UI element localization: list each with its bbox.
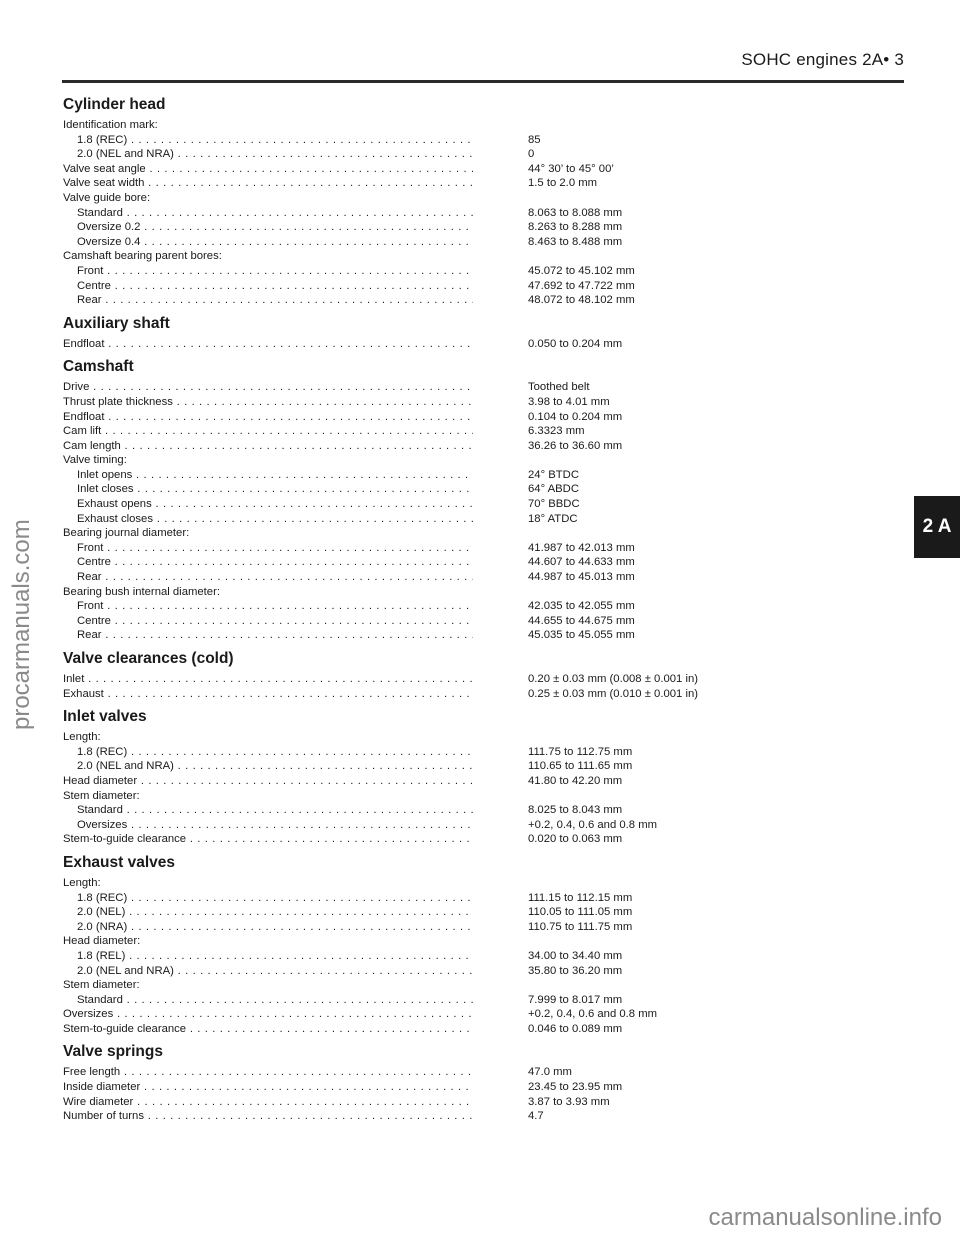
section-title: Valve springs xyxy=(63,1043,163,1061)
spec-label-text: Front xyxy=(77,600,104,613)
spec-label xyxy=(77,133,473,148)
spec-value: 0.050 to 0.204 mm xyxy=(528,337,623,350)
spec-row xyxy=(63,818,763,833)
spec-label xyxy=(77,279,473,294)
spec-label-text: Bearing journal diameter: xyxy=(63,527,190,540)
spec-label-text: Bearing bush internal diameter: xyxy=(63,585,220,598)
spec-label-text: Exhaust closes xyxy=(77,512,153,525)
spec-value: 111.15 to 112.15 mm xyxy=(528,891,633,904)
spec-value: 3.87 to 3.93 mm xyxy=(528,1095,610,1108)
spec-value: 64° ABDC xyxy=(528,483,579,496)
spec-label-text: Rear xyxy=(77,571,102,584)
spec-label xyxy=(63,1109,473,1124)
spec-section xyxy=(63,852,763,1037)
spec-label xyxy=(63,672,473,687)
spec-value: 7.999 to 8.017 mm xyxy=(528,993,623,1006)
spec-label-text: Oversize 0.4 xyxy=(77,235,141,248)
page-header-title: SOHC engines 2A• 3 xyxy=(741,50,904,69)
spec-row xyxy=(63,541,763,556)
spec-value: 70° BBDC xyxy=(528,498,580,511)
section-title: Inlet valves xyxy=(63,708,147,726)
spec-row xyxy=(63,774,763,789)
spec-section xyxy=(63,356,763,643)
spec-row xyxy=(63,920,763,935)
spec-row xyxy=(63,803,763,818)
spec-row xyxy=(63,570,763,585)
spec-row xyxy=(63,1022,763,1037)
spec-row xyxy=(63,380,763,395)
spec-label xyxy=(77,220,473,235)
spec-label xyxy=(63,410,473,425)
spec-section xyxy=(63,313,763,352)
chapter-tab: 2 A xyxy=(914,496,960,558)
spec-row xyxy=(63,410,763,425)
spec-label xyxy=(63,118,473,133)
spec-label-text: Exhaust opens xyxy=(77,498,152,511)
side-watermark: procarmanuals.com xyxy=(8,519,35,730)
spec-label-text: 1.8 (REC) xyxy=(77,891,128,904)
spec-value: 0.046 to 0.089 mm xyxy=(528,1022,623,1035)
spec-row xyxy=(63,745,763,760)
spec-row xyxy=(63,555,763,570)
spec-label xyxy=(63,453,473,468)
header-divider xyxy=(62,80,904,83)
spec-label xyxy=(77,614,473,629)
spec-label xyxy=(77,920,473,935)
spec-label xyxy=(77,993,473,1008)
spec-label xyxy=(63,585,473,600)
spec-label xyxy=(63,395,473,410)
spec-label-text: Stem diameter: xyxy=(63,979,140,992)
spec-value: 8.063 to 8.088 mm xyxy=(528,206,623,219)
spec-value: +0.2, 0.4, 0.6 and 0.8 mm xyxy=(528,818,658,831)
spec-value: 6.3323 mm xyxy=(528,425,585,438)
spec-label-text: Identification mark: xyxy=(63,119,158,131)
spec-row xyxy=(63,424,763,439)
spec-label xyxy=(63,1065,473,1080)
spec-value: 1.5 to 2.0 mm xyxy=(528,177,598,190)
spec-label-text: Valve seat angle xyxy=(63,162,146,175)
spec-value: 85 xyxy=(528,133,541,146)
spec-row xyxy=(63,439,763,454)
spec-label-text: 2.0 (NEL and NRA) xyxy=(77,148,174,161)
spec-label xyxy=(77,147,473,162)
spec-value: 8.263 to 8.288 mm xyxy=(528,221,623,234)
spec-label-text: Inside diameter xyxy=(63,1081,141,1094)
spec-label-text: 2.0 (NEL and NRA) xyxy=(77,760,174,773)
section-title: Auxiliary shaft xyxy=(63,314,170,332)
spec-label xyxy=(77,264,473,279)
spec-label-text: Oversizes xyxy=(77,818,128,831)
spec-value: 41.987 to 42.013 mm xyxy=(528,541,635,554)
spec-label-text: Valve timing: xyxy=(63,454,127,467)
spec-row xyxy=(63,1065,763,1080)
spec-value: 42.035 to 42.055 mm xyxy=(528,600,635,613)
spec-label xyxy=(77,555,473,570)
spec-row xyxy=(63,1007,763,1022)
spec-subheading xyxy=(63,978,763,993)
spec-label xyxy=(63,1080,473,1095)
spec-label-text: Standard xyxy=(77,804,123,817)
spec-label xyxy=(63,337,473,352)
spec-label-text: Length: xyxy=(63,876,101,889)
spec-value: 23.45 to 23.95 mm xyxy=(528,1081,623,1094)
spec-value: 110.65 to 111.65 mm xyxy=(528,760,633,773)
spec-label xyxy=(63,439,473,454)
spec-label xyxy=(63,730,473,745)
spec-row xyxy=(63,337,763,352)
spec-label-text: Oversize 0.2 xyxy=(77,221,141,234)
spec-value: 34.00 to 34.40 mm xyxy=(528,949,623,962)
spec-section xyxy=(63,94,763,308)
spec-label-text: Thrust plate thickness xyxy=(63,395,173,408)
spec-row xyxy=(63,628,763,643)
spec-label-text: Head diameter xyxy=(63,774,138,787)
bottom-watermark: carmanualsonline.info xyxy=(708,1204,942,1231)
spec-label xyxy=(63,1007,473,1022)
spec-row xyxy=(63,147,763,162)
spec-value: 0.25 ± 0.03 mm (0.010 ± 0.001 in) xyxy=(528,687,699,700)
spec-value: 45.072 to 45.102 mm xyxy=(528,264,635,277)
spec-label-text: Centre xyxy=(77,279,111,292)
spec-row xyxy=(63,1109,763,1124)
spec-label xyxy=(77,541,473,556)
spec-label-text: 1.8 (REC) xyxy=(77,745,128,758)
spec-value: 111.75 to 112.75 mm xyxy=(528,745,633,758)
spec-row xyxy=(63,162,763,177)
spec-label xyxy=(77,293,473,308)
spec-label-text: Oversizes xyxy=(63,1008,114,1021)
spec-value: 41.80 to 42.20 mm xyxy=(528,774,623,787)
spec-label-text: Rear xyxy=(77,629,102,642)
spec-row xyxy=(63,672,763,687)
spec-row xyxy=(63,264,763,279)
spec-label-text: Centre xyxy=(77,614,111,627)
spec-subheading xyxy=(63,191,763,206)
spec-label xyxy=(77,905,473,920)
spec-row xyxy=(63,687,763,702)
spec-label xyxy=(63,1022,473,1037)
spec-row xyxy=(63,512,763,527)
spec-label xyxy=(63,380,473,395)
spec-label xyxy=(63,789,473,804)
spec-value: 110.75 to 111.75 mm xyxy=(528,920,633,933)
spec-label xyxy=(63,249,473,264)
spec-label xyxy=(63,1095,473,1110)
spec-label xyxy=(77,964,473,979)
spec-row xyxy=(63,293,763,308)
spec-row xyxy=(63,133,763,148)
spec-label-text: Exhaust xyxy=(63,687,104,700)
spec-label xyxy=(77,759,473,774)
spec-value: 8.463 to 8.488 mm xyxy=(528,235,623,248)
spec-label xyxy=(77,628,473,643)
spec-label-text: Stem diameter: xyxy=(63,789,140,802)
section-title: Exhaust valves xyxy=(63,853,176,871)
spec-label xyxy=(63,191,473,206)
spec-label-text: Front xyxy=(77,264,104,277)
spec-row xyxy=(63,235,763,250)
spec-section xyxy=(63,648,763,701)
section-title: Valve clearances (cold) xyxy=(63,650,234,667)
spec-section xyxy=(63,706,763,847)
spec-label-text: 2.0 (NEL and NRA) xyxy=(77,964,174,977)
spec-label-text: Endfloat xyxy=(63,410,105,423)
spec-label xyxy=(77,206,473,221)
spec-label-text: Number of turns xyxy=(63,1110,144,1123)
spec-label-text: Length: xyxy=(63,731,101,744)
spec-value: 0.20 ± 0.03 mm (0.008 ± 0.001 in) xyxy=(528,673,699,685)
spec-value: 44.607 to 44.633 mm xyxy=(528,556,635,569)
spec-label-text: Endfloat xyxy=(63,337,105,350)
spec-row xyxy=(63,599,763,614)
spec-row xyxy=(63,964,763,979)
spec-label-text: 2.0 (NEL) xyxy=(77,906,126,919)
spec-row xyxy=(63,176,763,191)
spec-label-text: Inlet opens xyxy=(77,468,133,481)
spec-label xyxy=(63,876,473,891)
spec-value: 48.072 to 48.102 mm xyxy=(528,294,635,307)
spec-label-text: Inlet xyxy=(63,673,85,685)
spec-section xyxy=(63,1041,763,1123)
spec-value: 3.98 to 4.01 mm xyxy=(528,395,610,408)
spec-value: 44° 30’ to 45° 00’ xyxy=(528,162,614,175)
spec-label xyxy=(77,468,473,483)
spec-label-text: Valve seat width xyxy=(63,177,145,190)
spec-row xyxy=(63,279,763,294)
section-title: Camshaft xyxy=(63,358,134,376)
spec-label-text: Head diameter: xyxy=(63,935,141,948)
spec-subheading xyxy=(63,934,763,949)
spec-label xyxy=(77,599,473,614)
spec-label xyxy=(77,818,473,833)
spec-value: 0.020 to 0.063 mm xyxy=(528,833,623,846)
spec-row xyxy=(63,949,763,964)
spec-value: 8.025 to 8.043 mm xyxy=(528,804,623,817)
spec-row xyxy=(63,1080,763,1095)
spec-row xyxy=(63,468,763,483)
spec-value: 36.26 to 36.60 mm xyxy=(528,439,623,452)
spec-value: 110.05 to 111.05 mm xyxy=(528,906,633,919)
spec-label-text: 1.8 (REL) xyxy=(77,949,126,962)
spec-value: +0.2, 0.4, 0.6 and 0.8 mm xyxy=(528,1008,658,1021)
spec-value: 44.655 to 44.675 mm xyxy=(528,614,635,627)
spec-label xyxy=(63,424,473,439)
spec-subheading xyxy=(63,526,763,541)
spec-label-text: 1.8 (REC) xyxy=(77,133,128,146)
spec-label-text: Inlet closes xyxy=(77,483,134,496)
spec-label-text: Stem-to-guide clearance xyxy=(63,1022,187,1035)
spec-subheading xyxy=(63,876,763,891)
spec-value: 0.104 to 0.204 mm xyxy=(528,410,623,423)
spec-row xyxy=(63,220,763,235)
spec-label xyxy=(63,978,473,993)
spec-label xyxy=(77,235,473,250)
spec-row xyxy=(63,993,763,1008)
spec-label-text: Rear xyxy=(77,294,102,307)
spec-subheading xyxy=(63,585,763,600)
spec-label-text: Front xyxy=(77,541,104,554)
spec-label-text: Standard xyxy=(77,993,123,1006)
spec-subheading xyxy=(63,249,763,264)
spec-label-text: Valve guide bore: xyxy=(63,191,151,204)
spec-value: 47.0 mm xyxy=(528,1066,572,1079)
section-title: Cylinder head xyxy=(63,96,166,113)
spec-label xyxy=(77,803,473,818)
spec-row xyxy=(63,891,763,906)
spec-value: Toothed belt xyxy=(528,381,590,394)
spec-label xyxy=(77,745,473,760)
spec-label xyxy=(77,570,473,585)
spec-row xyxy=(63,206,763,221)
spec-value: 0 xyxy=(528,148,535,161)
spec-label-text: Drive xyxy=(63,381,90,394)
spec-label-text: Cam lift xyxy=(63,425,102,438)
spec-subheading xyxy=(63,118,763,133)
spec-label-text: Cam length xyxy=(63,439,121,452)
spec-row xyxy=(63,482,763,497)
spec-label-text: 2.0 (NRA) xyxy=(77,920,128,933)
spec-label-text: Centre xyxy=(77,556,111,569)
spec-label xyxy=(77,482,473,497)
spec-value: 24° BTDC xyxy=(528,468,579,481)
spec-row xyxy=(63,395,763,410)
spec-value: 4.7 xyxy=(528,1110,544,1123)
spec-row xyxy=(63,497,763,512)
spec-content xyxy=(63,92,763,1129)
spec-row xyxy=(63,614,763,629)
spec-label xyxy=(77,497,473,512)
spec-value: 35.80 to 36.20 mm xyxy=(528,964,623,977)
spec-label xyxy=(63,526,473,541)
spec-label-text: Stem-to-guide clearance xyxy=(63,833,187,846)
spec-label xyxy=(63,687,473,702)
spec-subheading xyxy=(63,453,763,468)
spec-label xyxy=(63,832,473,847)
spec-label-text: Standard xyxy=(77,206,123,219)
spec-value: 47.692 to 47.722 mm xyxy=(528,279,635,292)
spec-value: 18° ATDC xyxy=(528,512,578,525)
spec-value: 45.035 to 45.055 mm xyxy=(528,629,635,642)
spec-row xyxy=(63,905,763,920)
spec-label xyxy=(63,162,473,177)
spec-value: 44.987 to 45.013 mm xyxy=(528,571,635,584)
spec-label xyxy=(63,774,473,789)
spec-row xyxy=(63,759,763,774)
spec-label-text: Camshaft bearing parent bores: xyxy=(63,250,222,263)
spec-row xyxy=(63,1095,763,1110)
spec-label xyxy=(77,512,473,527)
spec-label-text: Wire diameter xyxy=(63,1095,134,1108)
spec-label xyxy=(63,176,473,191)
spec-row xyxy=(63,832,763,847)
spec-label xyxy=(77,949,473,964)
spec-label xyxy=(77,891,473,906)
spec-subheading xyxy=(63,730,763,745)
spec-label xyxy=(63,934,473,949)
spec-subheading xyxy=(63,789,763,804)
spec-label-text: Free length xyxy=(63,1066,121,1079)
